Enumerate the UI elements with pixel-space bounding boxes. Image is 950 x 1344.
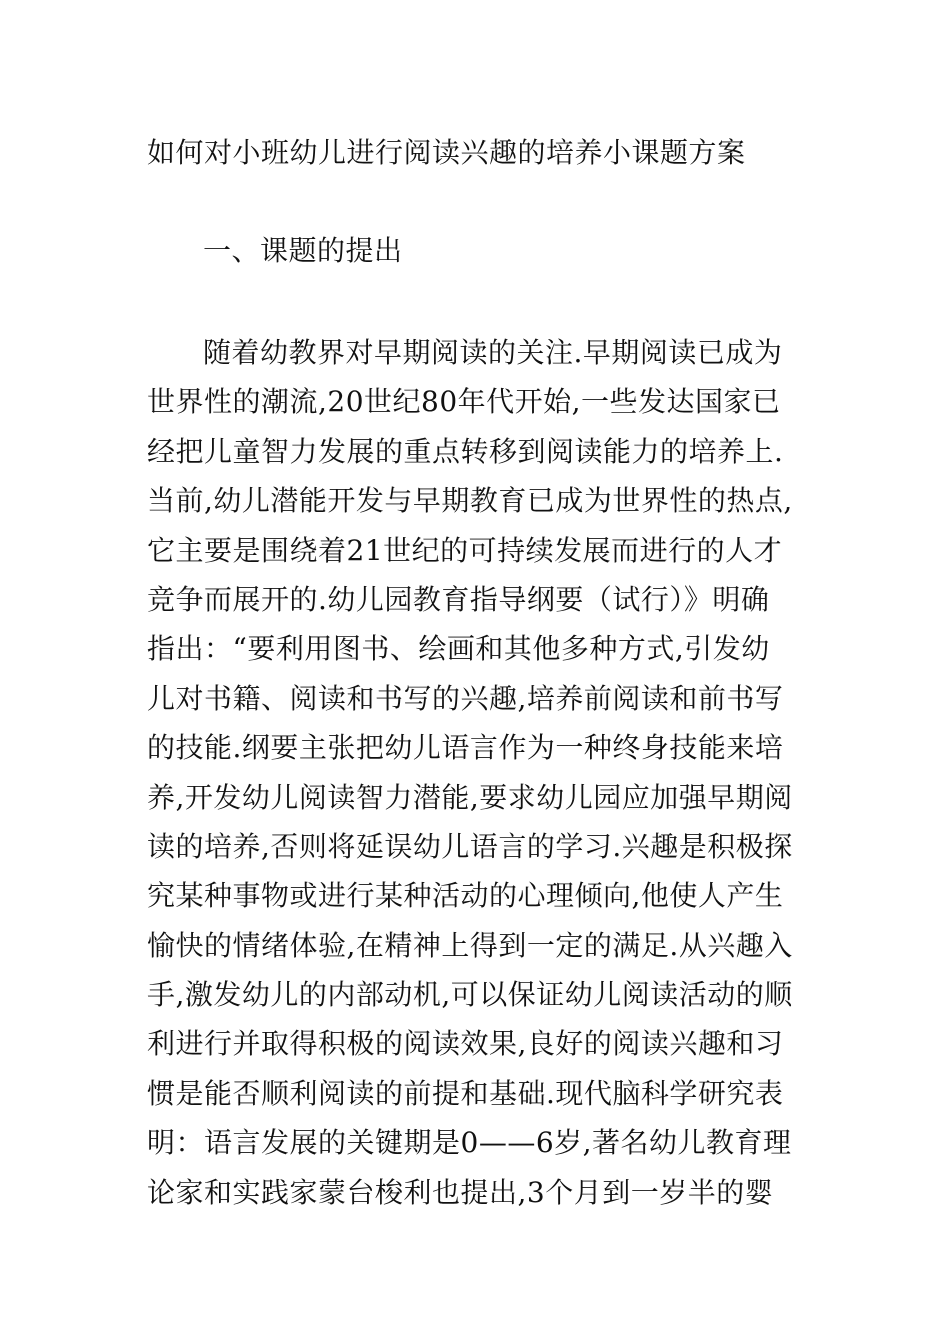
paragraph-line: 明：语言发展的关键期是0——6岁,著名幼儿教育理 bbox=[147, 1126, 792, 1160]
paragraph-line: 指出：“要利用图书、绘画和其他多种方式,引发幼 bbox=[147, 632, 770, 666]
paragraph-line: 儿对书籍、阅读和书写的兴趣,培养前阅读和前书写 bbox=[147, 681, 784, 715]
paragraph-line: 经把儿童智力发展的重点转移到阅读能力的培养上. bbox=[147, 434, 784, 468]
paragraph-line: 愉快的情绪体验,在精神上得到一定的满足.从兴趣入 bbox=[147, 928, 793, 962]
paragraph-line: 的技能.纲要主张把幼儿语言作为一种终身技能来培 bbox=[147, 731, 784, 765]
paragraph-line: 世界性的潮流,20世纪80年代开始,一些发达国家已 bbox=[147, 385, 781, 419]
paragraph-line: 究某种事物或进行某种活动的心理倾向,他使人产生 bbox=[147, 879, 784, 913]
paragraph-line: 养,开发幼儿阅读智力潜能,要求幼儿园应加强早期阅 bbox=[147, 780, 793, 814]
paragraph-line: 论家和实践家蒙台梭利也提出,3个月到一岁半的婴 bbox=[147, 1175, 774, 1209]
paragraph-line: 读的培养,否则将延误幼儿语言的学习.兴趣是积极探 bbox=[147, 829, 793, 863]
section-heading: 一、课题的提出 bbox=[203, 234, 403, 267]
document-title: 如何对小班幼儿进行阅读兴趣的培养小课题方案 bbox=[147, 136, 746, 169]
paragraph-line: 当前,幼儿潜能开发与早期教育已成为世界性的热点, bbox=[147, 484, 793, 518]
paragraph-line: 随着幼教界对早期阅读的关注.早期阅读已成为 bbox=[203, 336, 783, 369]
paragraph-line: 竞争而展开的.幼儿园教育指导纲要（试行）》明确 bbox=[147, 582, 770, 616]
paragraph-line: 惯是能否顺利阅读的前提和基础.现代脑科学研究表 bbox=[147, 1076, 784, 1110]
paragraph-line: 利进行并取得积极的阅读效果,良好的阅读兴趣和习 bbox=[147, 1027, 784, 1061]
paragraph-line: 手,激发幼儿的内部动机,可以保证幼儿阅读活动的顺 bbox=[147, 978, 793, 1012]
body-paragraph bbox=[147, 328, 827, 1217]
paragraph-line: 它主要是围绕着21世纪的可持续发展而进行的人才 bbox=[147, 533, 783, 567]
